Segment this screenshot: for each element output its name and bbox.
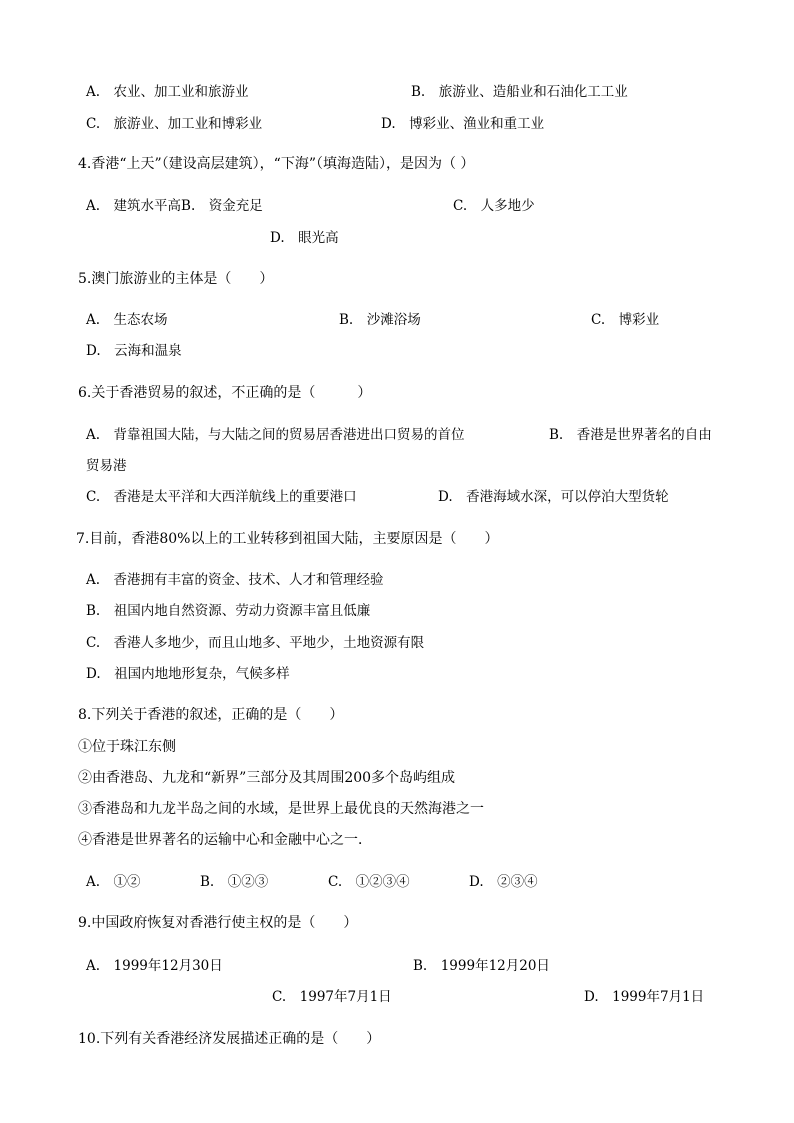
q7-stem: 7.目前，香港80%以上的工业转移到祖国大陆，主要原因是（ ）: [76, 531, 499, 547]
q7-option-a: A. 香港拥有丰富的资金、技术、人才和管理经验: [86, 572, 384, 588]
q9-option-d: D. 1999年7月1日: [584, 989, 705, 1005]
q8-option-c: C. ①②③④: [328, 874, 410, 890]
q10-stem: 10.下列有关香港经济发展描述正确的是（ ）: [78, 1031, 381, 1047]
q9-option-c: C. 1997年7月1日: [272, 989, 392, 1005]
q3-option-a: A. 农业、加工业和旅游业: [86, 84, 249, 100]
q5-option-c: C. 博彩业: [591, 312, 660, 328]
q6-option-b: B. 香港是世界著名的自由: [549, 427, 712, 443]
q7-option-c: C. 香港人多地少，而且山地多、平地少，土地资源有限: [86, 635, 425, 651]
q5-option-b: B. 沙滩浴场: [339, 312, 421, 328]
q9-stem: 9.中国政府恢复对香港行使主权的是（ ）: [78, 915, 358, 931]
q8-option-d: D. ②③④: [469, 874, 538, 890]
q5-option-a: A. 生态农场: [86, 312, 168, 328]
q4-option-ab: A. 建筑水平高B. 资金充足: [86, 198, 263, 214]
q5-option-d: D. 云海和温泉: [86, 343, 182, 359]
q6-option-a: A. 背靠祖国大陆，与大陆之间的贸易居香港进出口贸易的首位: [86, 427, 465, 443]
q4-stem: 4.香港“上天”（建设高层建筑），“下海”（填海造陆），是因为（ ）: [78, 156, 475, 172]
q8-statement-1: ①位于珠江东侧: [78, 739, 176, 755]
q8-statement-4: ④香港是世界著名的运输中心和金融中心之一．: [78, 832, 372, 848]
q6-option-b-continued: 贸易港: [86, 458, 127, 474]
q8-option-a: A. ①②: [86, 874, 141, 890]
q6-stem: 6.关于香港贸易的叙述，不正确的是（ ）: [78, 385, 372, 401]
q8-option-b: B. ①②③: [200, 874, 269, 890]
q3-option-b: B. 旅游业、造船业和石油化工工业: [411, 84, 628, 100]
q3-option-c: C. 旅游业、加工业和博彩业: [86, 116, 263, 132]
q9-option-b: B. 1999年12月20日: [413, 958, 550, 974]
q7-option-b: B. 祖国内地自然资源、劳动力资源丰富且低廉: [86, 603, 371, 619]
q6-option-d: D. 香港海域水深，可以停泊大型货轮: [438, 489, 669, 505]
q4-option-c: C. 人多地少: [453, 198, 535, 214]
q4-option-d: D. 眼光高: [270, 230, 339, 246]
q6-option-c: C. 香港是太平洋和大西洋航线上的重要港口: [86, 489, 357, 505]
q8-statement-3: ③香港岛和九龙半岛之间的水域，是世界上最优良的天然海港之一: [78, 801, 484, 817]
q3-option-d: D. 博彩业、渔业和重工业: [381, 116, 545, 132]
q7-option-d: D. 祖国内地地形复杂，气候多样: [86, 666, 290, 682]
q5-stem: 5.澳门旅游业的主体是（ ）: [78, 271, 274, 287]
q9-option-a: A. 1999年12月30日: [86, 958, 223, 974]
q8-statement-2: ②由香港岛、九龙和“新界”三部分及其周围200多个岛屿组成: [78, 770, 456, 786]
q8-stem: 8.下列关于香港的叙述，正确的是（ ）: [78, 707, 344, 723]
